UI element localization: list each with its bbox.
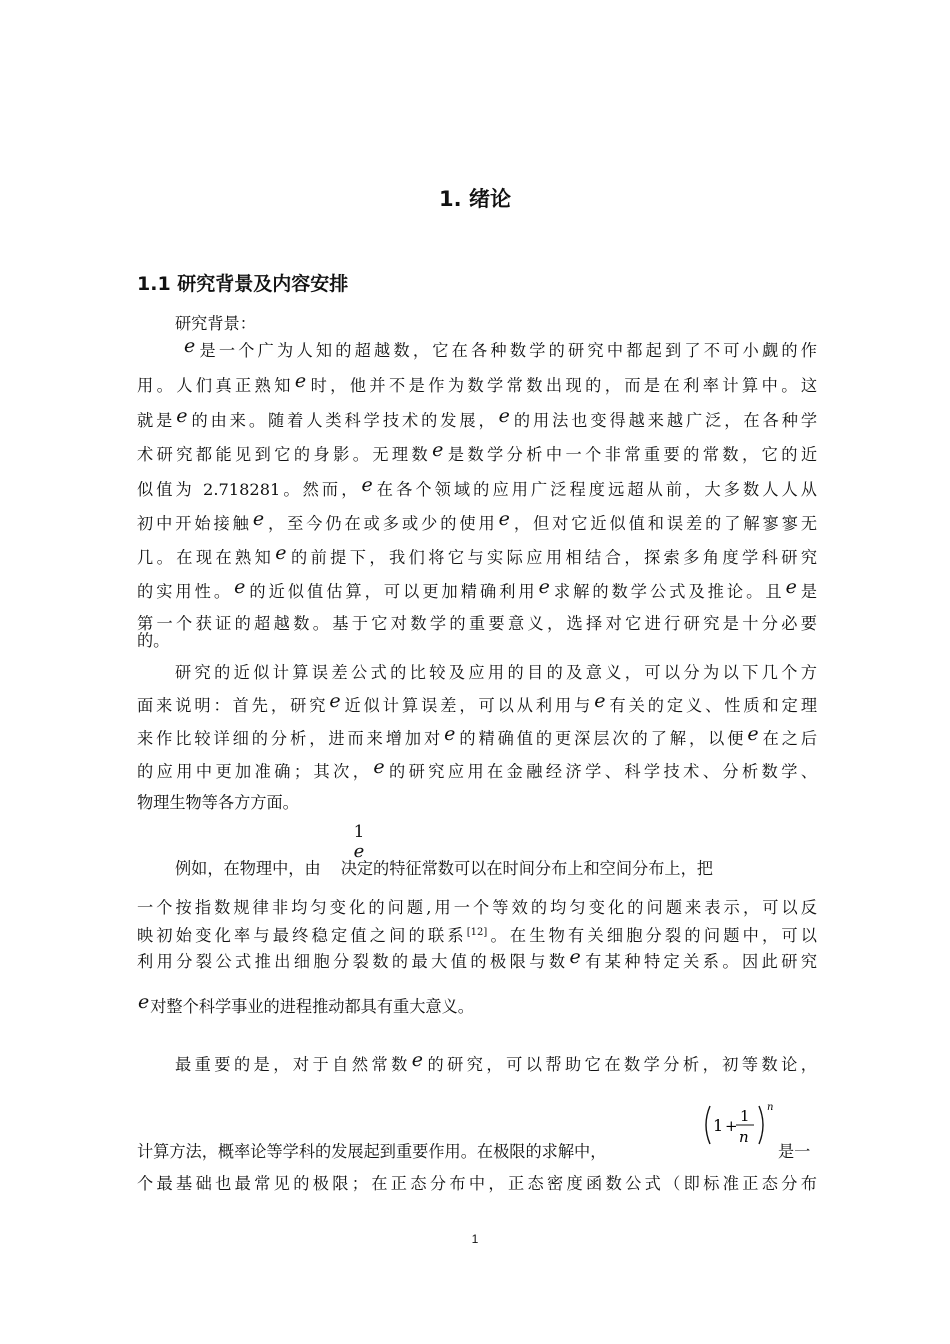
text: 术研究都能见到它的身影。无理数 [137, 445, 432, 464]
text: 对整个科学事业的进程推动都具有重大意义。 [150, 997, 474, 1016]
e-symbol: e [353, 841, 365, 862]
citation-ref: [12] [466, 927, 488, 938]
text: 的。 [137, 631, 170, 650]
right-paren [759, 1106, 763, 1144]
text: ，但对它近似值和误差的了解寥寥无 [510, 514, 818, 533]
p1-line-7 [137, 542, 818, 569]
e-symbol: e [138, 991, 150, 1013]
e-symbol: e [411, 1049, 424, 1071]
text: 的用法也变得越来越广泛，在各种学 [510, 411, 818, 430]
p4-line-2a [137, 1141, 702, 1163]
p2-line-1 [175, 662, 817, 684]
limit-formula [700, 1100, 780, 1150]
p1-line-3 [137, 405, 818, 432]
p3-line-4 [137, 946, 818, 973]
p4-line-3 [137, 1173, 817, 1195]
text: 的研究应用在金融经济学、科学技术、分析数学、 [385, 762, 818, 781]
text: 求解的数学公式及推论。且 [550, 582, 785, 601]
text: 就是 [137, 411, 176, 430]
p1-line-4 [137, 439, 818, 466]
text: 几。在现在熟知 [137, 548, 275, 567]
text: 似值为 2.718281。然而， [137, 480, 361, 499]
text: 初中开始接触 [137, 514, 252, 533]
fraction-one-over-e [348, 822, 370, 862]
p4-line-2b [778, 1141, 818, 1163]
section-title: 1.1 研究背景及内容安排 [137, 273, 349, 295]
e-symbol: e [176, 405, 188, 427]
text: 是数学分析中一个非常重要的常数，它的近 [444, 445, 818, 464]
e-symbol: e [785, 576, 797, 598]
text: 来作比较详细的分析，进而来增加对 [137, 729, 444, 748]
p3-line-2 [137, 897, 817, 919]
p3-line-5 [137, 991, 817, 1018]
text: 决定的特征常数可以在时间分布上和空间分布上，把 [340, 859, 713, 878]
formula-denominator: n [739, 1128, 749, 1146]
text: 最重要的是，对于自然常数 [175, 1055, 411, 1074]
text: 在之后 [759, 729, 818, 748]
formula-one: 1 [713, 1116, 724, 1135]
text: 是 [797, 582, 818, 601]
e-symbol: e [594, 690, 606, 712]
formula-exponent: n [767, 1102, 774, 1113]
text: 物理生物等各方方面。 [137, 793, 299, 812]
text: 时，他并不是作为数学常数出现的，而是在利率计算中。这 [307, 376, 818, 395]
p1-line-8 [137, 576, 818, 603]
text: 面来说明：首先，研究 [137, 696, 329, 715]
e-symbol: e [184, 335, 196, 357]
e-symbol: e [747, 723, 759, 745]
e-symbol: e [498, 405, 510, 427]
text: 计算方法，概率论等学科的发展起到重要作用。在极限的求解中， [137, 1142, 607, 1161]
p3-line-1 [175, 858, 817, 880]
p1-line-2 [137, 370, 818, 397]
p4-line-1 [175, 1049, 817, 1076]
text: 在各个领域的应用广泛程度远超从前，大多数人人从 [373, 480, 817, 499]
text: 的精确值的更深层次的了解，以便 [456, 729, 747, 748]
text: 用。人们真正熟知 [137, 376, 294, 395]
text: 是一 [778, 1142, 811, 1161]
e-symbol: e [234, 576, 246, 598]
text: 有关的定义、性质和定理 [606, 696, 818, 715]
text: 映初始变化率与最终稳定值之间的联系 [137, 926, 467, 945]
text: 。在生物有关细胞分裂的问题中，可以 [487, 926, 817, 945]
p2-line-2 [137, 690, 818, 717]
e-symbol: e [498, 508, 510, 530]
e-symbol: e [373, 756, 385, 778]
p2-line-4 [137, 756, 818, 783]
text: 的实用性。 [137, 582, 234, 601]
e-symbol: e [538, 576, 550, 598]
p1-line-1 [183, 335, 817, 362]
text: 例如，在物理中，由 [175, 859, 321, 878]
text: 有某种特定关系。因此研究 [581, 952, 818, 971]
p2-line-3 [137, 723, 818, 750]
fraction-numerator: 1 [353, 822, 365, 842]
page-number: 1 [471, 1232, 479, 1246]
text: 的应用中更加准确；其次， [137, 762, 373, 781]
p1-line-10 [137, 630, 817, 652]
text: 个最基础也最常见的极限；在正态分布中，正态密度函数公式（即标准正态分布 [137, 1174, 817, 1193]
e-symbol: e [361, 474, 373, 496]
chapter-title: 1. 绪论 [439, 187, 511, 211]
text: 的前提下，我们将它与实际应用相结合，探索多角度学科研究 [287, 548, 818, 567]
e-symbol: e [569, 946, 581, 968]
p2-line-5 [137, 792, 817, 814]
text: 研究的近似计算误差公式的比较及应用的目的及意义，可以分为以下几个方 [175, 663, 817, 682]
p1-line-5 [137, 474, 817, 501]
left-paren [706, 1106, 710, 1144]
e-symbol: e [444, 723, 456, 745]
text: 一个按指数规律非均匀变化的问题,用一个等效的均匀变化的问题来表示，可以反 [137, 898, 817, 917]
text: 的研究，可以帮助它在数学分析，初等数论， [424, 1055, 817, 1074]
text: 近似计算误差，可以从利用与 [341, 696, 594, 715]
text: 的由来。随着人类科学技术的发展， [188, 411, 498, 430]
e-symbol: e [294, 370, 307, 392]
background-label: 研究背景： [175, 314, 256, 333]
formula-plus: + [725, 1117, 738, 1135]
p1-line-6 [137, 508, 818, 535]
text: 是一个广为人知的超越数，它在各种数学的研究中都起到了不可小觑的作 [196, 341, 817, 360]
e-symbol: e [275, 542, 287, 564]
text: ，至今仍在或多或少的使用 [265, 514, 498, 533]
e-symbol: e [432, 439, 444, 461]
text: 的近似值估算，可以更加精确利用 [246, 582, 538, 601]
e-symbol: e [329, 690, 341, 712]
text: 第一个获证的超越数。基于它对数学的重要意义，选择对它进行研究是十分必要 [137, 614, 817, 633]
text: 利用分裂公式推出细胞分裂数的最大值的极限与数 [137, 952, 569, 971]
p3-line-3 [137, 922, 817, 947]
formula-numerator: 1 [740, 1107, 750, 1125]
e-symbol: e [252, 508, 265, 530]
